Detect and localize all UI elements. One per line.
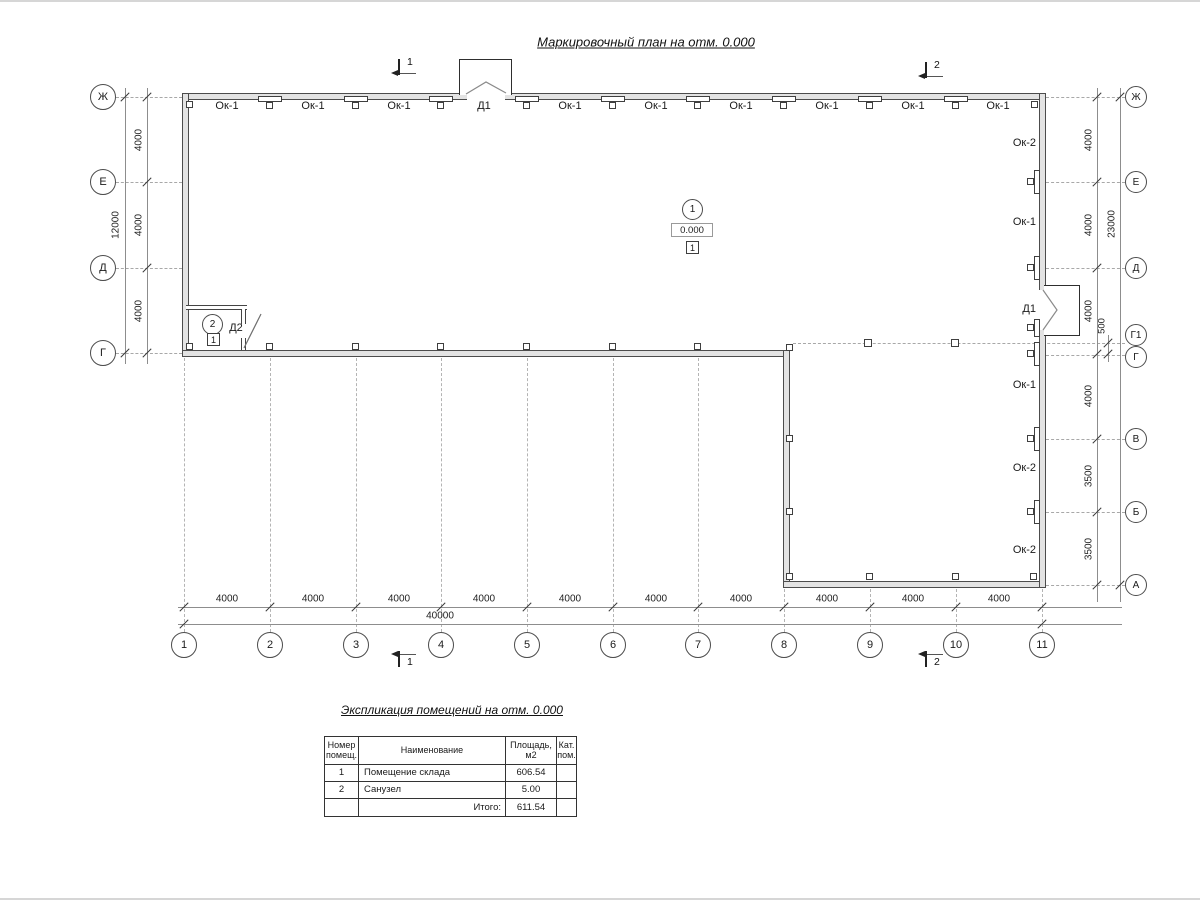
schedule-title: Экспликация помещений на отм. 0.000 — [341, 703, 563, 717]
room-schedule-table — [324, 736, 577, 817]
freestanding-column — [864, 339, 872, 347]
grid-axis-bubble: 2 — [257, 632, 283, 658]
grid-line-col — [784, 589, 785, 632]
dimension-label: 4000 — [644, 593, 668, 605]
dimension-total-label: 23000 — [1106, 210, 1118, 238]
wall-bottom — [783, 581, 1046, 588]
column — [609, 343, 616, 350]
wall-right — [1039, 93, 1046, 588]
door-label: Д2 — [229, 322, 243, 334]
section-arrow-icon — [918, 73, 925, 79]
section-bar — [925, 651, 927, 667]
dimension-label: 4000 — [815, 593, 839, 605]
schedule-cell-area: 5.00 — [506, 782, 557, 799]
schedule-cell-area: 606.54 — [506, 765, 557, 782]
section-line — [926, 76, 943, 77]
dimension-label: 3500 — [1083, 464, 1095, 488]
section-line — [399, 73, 416, 74]
schedule-header-cell: Кат. пом. — [557, 737, 576, 765]
elevation-box: 0.000 — [671, 223, 713, 237]
pilaster-square — [1027, 264, 1034, 271]
room-number-bubble: 2 — [202, 314, 223, 335]
dimension-line — [1097, 88, 1098, 602]
window-label: Ок-1 — [1012, 216, 1036, 228]
grid-axis-bubble: 10 — [943, 632, 969, 658]
schedule-cell-category — [557, 782, 576, 799]
section-bar — [925, 62, 927, 78]
section-number: 1 — [407, 56, 413, 68]
grid-axis-bubble: Ж — [90, 84, 116, 110]
pilaster-square — [266, 102, 273, 109]
grid-line-row — [1046, 182, 1125, 183]
grid-line-col — [356, 358, 357, 632]
section-arrow-icon — [918, 651, 925, 657]
grid-axis-bubble: Г — [90, 340, 116, 366]
pilaster-square — [1027, 178, 1034, 185]
door-label: Д1 — [477, 100, 491, 112]
grid-line-col — [956, 589, 957, 632]
schedule-cell-number: 2 — [325, 782, 359, 799]
pilaster-square — [1027, 435, 1034, 442]
corner-column — [186, 343, 193, 350]
wc-door-jamb — [241, 338, 246, 350]
dimension-label: 4000 — [1083, 299, 1095, 323]
dimension-line — [147, 88, 148, 364]
dimension-line — [178, 624, 1122, 625]
grid-line-row — [1046, 97, 1125, 98]
column — [786, 508, 793, 515]
grid-line-col — [1042, 589, 1043, 632]
section-mark — [389, 56, 423, 84]
wall-col-8 — [783, 350, 790, 588]
schedule-total-value: 611.54 — [506, 799, 557, 816]
section-mark — [389, 644, 423, 672]
grid-line-row — [1046, 585, 1125, 586]
wall-left — [182, 93, 189, 357]
window-label: Ок-1 — [815, 100, 839, 112]
grid-axis-bubble: 11 — [1029, 632, 1055, 658]
schedule-cell-category — [557, 799, 576, 816]
dimension-line — [178, 607, 1122, 608]
section-arrow-icon — [391, 651, 398, 657]
grid-line-col — [613, 358, 614, 632]
dimension-label: 4000 — [987, 593, 1011, 605]
grid-axis-bubble: А — [1125, 574, 1147, 596]
pilaster — [1034, 256, 1040, 280]
column — [694, 343, 701, 350]
floor-type-box: 1 — [207, 333, 220, 346]
room-number-bubble: 1 — [682, 199, 703, 220]
grid-line-col — [698, 358, 699, 632]
schedule-header-cell: Наименование — [359, 737, 506, 765]
pilaster — [1034, 170, 1040, 194]
grid-axis-bubble: 1 — [171, 632, 197, 658]
dimension-label: 4000 — [133, 128, 145, 152]
grid-axis-bubble: 7 — [685, 632, 711, 658]
grid-axis-bubble: Е — [90, 169, 116, 195]
section-arrow-icon — [391, 70, 398, 76]
column — [786, 435, 793, 442]
grid-axis-bubble: Г — [1125, 346, 1147, 368]
window-label: Ок-2 — [1012, 544, 1036, 556]
grid-axis-bubble: 3 — [343, 632, 369, 658]
dimension-label: 4000 — [215, 593, 239, 605]
column — [866, 573, 873, 580]
grid-axis-bubble: 5 — [514, 632, 540, 658]
pilaster-square — [866, 102, 873, 109]
grid-line-row — [1046, 512, 1125, 513]
window-label: Ок-2 — [1012, 462, 1036, 474]
schedule-cell-category — [557, 765, 576, 782]
pilaster-square — [523, 102, 530, 109]
pilaster — [1034, 342, 1040, 366]
section-line — [399, 654, 416, 655]
window-label: Ок-1 — [729, 100, 753, 112]
column — [266, 343, 273, 350]
freestanding-column — [951, 339, 959, 347]
pilaster — [1034, 319, 1040, 337]
wall-row-g — [182, 350, 790, 357]
grid-axis-bubble: Ж — [1125, 86, 1147, 108]
schedule-header-cell: Номер помещ. — [325, 737, 359, 765]
schedule-header-cell: Площадь, м2 — [506, 737, 557, 765]
grid-line-col — [527, 358, 528, 632]
corner-column — [186, 101, 193, 108]
corner-column — [1030, 573, 1037, 580]
dimension-label: 4000 — [133, 299, 145, 323]
window-label: Ок-1 — [558, 100, 582, 112]
door-label: Д1 — [1022, 303, 1036, 315]
dimension-line — [1120, 88, 1121, 602]
dimension-label: 4000 — [387, 593, 411, 605]
grid-line-row — [1046, 355, 1125, 356]
pilaster-square — [1027, 350, 1034, 357]
window-label: Ок-1 — [1012, 379, 1036, 391]
column — [952, 573, 959, 580]
section-bar — [398, 59, 400, 75]
dimension-label: 3500 — [1083, 537, 1095, 561]
grid-axis-bubble: Д — [90, 255, 116, 281]
grid-axis-bubble: 6 — [600, 632, 626, 658]
schedule-cell-number: 1 — [325, 765, 359, 782]
entrance-porch-right — [1044, 285, 1080, 336]
dimension-total-label: 12000 — [110, 211, 122, 239]
pilaster-square — [952, 102, 959, 109]
pilaster-square — [352, 102, 359, 109]
section-number: 2 — [934, 59, 940, 71]
window-label: Ок-1 — [644, 100, 668, 112]
pilaster-square — [609, 102, 616, 109]
pilaster-square — [1027, 508, 1034, 515]
dimension-label: 4000 — [133, 213, 145, 237]
column — [437, 343, 444, 350]
grid-axis-bubble: Е — [1125, 171, 1147, 193]
dimension-label: 4000 — [301, 593, 325, 605]
window-label: Ок-1 — [215, 100, 239, 112]
window-label: Ок-1 — [301, 100, 325, 112]
corner-column — [786, 573, 793, 580]
pilaster-square — [780, 102, 787, 109]
pilaster-square — [1027, 324, 1034, 331]
dimension-label: 4000 — [1083, 128, 1095, 152]
window-label: Ок-1 — [986, 100, 1010, 112]
dimension-label: 500 — [1096, 318, 1108, 334]
schedule-cell-name: Помещение склада — [359, 765, 506, 782]
pilaster-square — [694, 102, 701, 109]
section-number: 1 — [407, 656, 413, 668]
section-line — [926, 654, 943, 655]
floor-type-box: 1 — [686, 241, 699, 254]
section-number: 2 — [934, 656, 940, 668]
corner-column — [1031, 101, 1038, 108]
grid-axis-bubble: В — [1125, 428, 1147, 450]
dimension-label: 4000 — [1083, 213, 1095, 237]
window-label: Ок-1 — [387, 100, 411, 112]
column — [523, 343, 530, 350]
grid-line-row — [1046, 268, 1125, 269]
pilaster-square — [437, 102, 444, 109]
grid-axis-bubble: 4 — [428, 632, 454, 658]
grid-line-row — [1046, 439, 1125, 440]
dimension-label: 4000 — [901, 593, 925, 605]
grid-line-row-g1 — [793, 343, 1125, 344]
window-label: Ок-2 — [1012, 137, 1036, 149]
dimension-line — [125, 88, 126, 364]
dimension-label: 4000 — [729, 593, 753, 605]
grid-axis-bubble: Г1 — [1125, 324, 1147, 346]
section-bar — [398, 651, 400, 667]
wc-partition-wall — [186, 305, 247, 310]
grid-axis-bubble: 9 — [857, 632, 883, 658]
schedule-cell-number — [325, 799, 359, 816]
dimension-total-label: 40000 — [426, 610, 454, 622]
corner-column — [786, 344, 793, 351]
section-mark — [916, 59, 950, 87]
dimension-label: 4000 — [1083, 384, 1095, 408]
grid-line-col — [184, 358, 185, 632]
grid-line-col — [441, 358, 442, 632]
pilaster — [1034, 427, 1040, 451]
schedule-cell-name: Санузел — [359, 782, 506, 799]
door-leaf-wc — [244, 314, 261, 348]
dimension-label: 4000 — [472, 593, 496, 605]
grid-axis-bubble: Д — [1125, 257, 1147, 279]
dimension-line — [1108, 335, 1109, 362]
entrance-porch-top — [459, 59, 512, 95]
column — [352, 343, 359, 350]
dimension-label: 4000 — [558, 593, 582, 605]
grid-axis-bubble: 8 — [771, 632, 797, 658]
schedule-total-label: Итого: — [359, 799, 506, 816]
grid-axis-bubble: Б — [1125, 501, 1147, 523]
grid-line-col — [870, 589, 871, 632]
window-label: Ок-1 — [901, 100, 925, 112]
drawing-title: Маркировочный план на отм. 0.000 — [537, 34, 755, 50]
grid-line-col — [270, 358, 271, 632]
pilaster — [1034, 500, 1040, 524]
